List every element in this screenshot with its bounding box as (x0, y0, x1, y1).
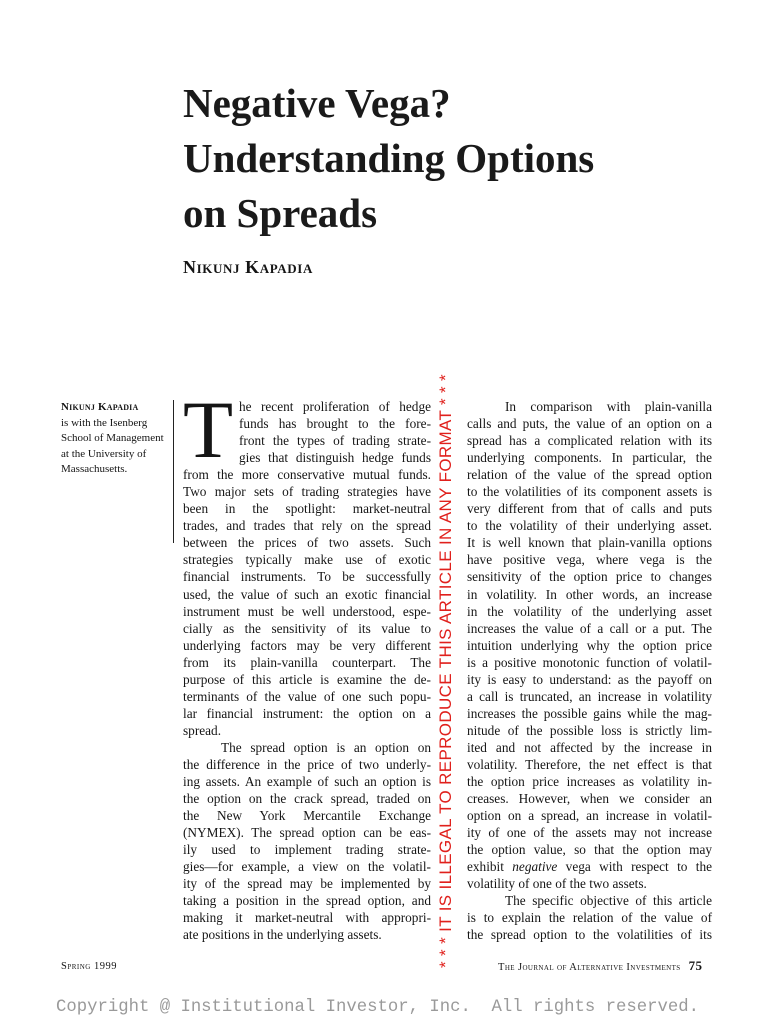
text-line: ing assets. An example of such an option is (183, 774, 431, 790)
bio-line: School of Management (61, 432, 164, 444)
text-line: he recent proliferation of hedge (239, 399, 431, 414)
bio-author-name: Nikunj Kapadia (61, 401, 139, 413)
copyright-notice: Copyright @ Institutional Investor, Inc. All rights reserved. (56, 998, 699, 1017)
text-line: a call is truncated, an increase in volatility (467, 688, 712, 704)
text-line: volatility of one of the two assets. (467, 876, 647, 892)
text-line: taking a position in the spread option, and (183, 893, 431, 909)
body-column-left (183, 398, 431, 944)
journal-footer (498, 958, 702, 974)
text-line: the spread option to the volatilities of its (467, 927, 712, 943)
text-line: gies—for example, a view on the volatil- (183, 859, 431, 875)
text-line: ity is easy to understand: as the payoff on (467, 671, 712, 687)
text-line: sensitivity of the option price to changes (467, 569, 712, 585)
text-line: used, the value of such an exotic financial (183, 586, 431, 602)
copyright-watermark: * * * IT IS ILLEGAL TO REPRODUCE THIS ARTICLE IN ANY FORMAT * * * (436, 373, 455, 968)
text-line: spread. (183, 722, 222, 738)
bio-line: Massachusetts. (61, 463, 128, 475)
text-line: the New York Mercantile Exchange (183, 808, 431, 824)
text-line: trades, and trades that rely on the spread (183, 518, 431, 534)
issue-date: Spring 1999 (61, 961, 117, 972)
body-column-right (467, 398, 712, 944)
text-line: nitude of the possible loss is strictly lim- (467, 722, 712, 738)
text-line: increases the value of a call or a put. The (467, 620, 712, 636)
text-line: underlying factors may be very different (183, 637, 431, 653)
text-line: increases the possible gains while the mag- (467, 705, 712, 721)
text-line: the option price increases as volatility in- (467, 774, 712, 790)
text-line: purpose of this article is examine the de- (183, 671, 431, 687)
text-line: terminants of the value of one such popu- (183, 688, 431, 704)
text-line: spread has a complicated relation with its (467, 433, 712, 449)
text-line: cially as the sensitivity of its value to (183, 620, 431, 636)
text-line: ity of one of the assets may not increase (467, 825, 712, 841)
text-line: ily used to implement trading strate- (183, 842, 431, 858)
text-line: gies that distinguish hedge funds (239, 450, 431, 466)
text-line: funds has brought to the fore- (239, 416, 431, 432)
emphasis: negative (512, 859, 558, 875)
text-line: front the types of trading strate- (239, 433, 431, 449)
text-line: ate positions in the underlying assets. (183, 927, 382, 943)
text-line: In comparison with plain-vanilla (505, 399, 712, 414)
text-line: financial instruments. To be successfully (183, 569, 431, 585)
text-line: lar financial instrument: the option on a (183, 705, 431, 721)
text-line: is to explain the relation of the value of (467, 910, 712, 926)
journal-name: The Journal of Alternative Investments (498, 962, 681, 973)
text-line: very different from that of calls and puts (467, 501, 712, 517)
text-line: the option value, so that the option may (467, 842, 712, 858)
author-byline: Nikunj Kapadia (183, 257, 313, 277)
text-line: instrument must be well understood, espe- (183, 603, 431, 619)
drop-cap: T (183, 384, 234, 475)
text-line: in volatility. In other words, an increase (467, 586, 712, 602)
text-line: from the more conservative mutual funds. (183, 467, 431, 483)
text-line: ited and not affected by the increase in (467, 739, 712, 755)
text-line: The specific objective of this article (505, 893, 712, 909)
text-line: creases. However, when we consider an (467, 791, 712, 807)
text-line: underlying components. In particular, the (467, 450, 712, 466)
title-line: on Spreads (183, 190, 378, 236)
text-line: strategies typically make use of exotic (183, 552, 431, 568)
text-line: between the prices of two assets. Such (183, 535, 431, 551)
text-line: been in the spotlight: market-neutral (183, 501, 431, 517)
text-line: to the volatilities of its component assets is (467, 484, 712, 500)
page-number: 75 (688, 958, 703, 973)
text-line: calls and puts, the value of an option on a (467, 416, 712, 432)
text-line: (NYMEX). The spread option can be eas- (183, 825, 431, 841)
article-title (183, 76, 683, 241)
bio-line: at the University of (61, 447, 147, 460)
text-line: exhibit negative vega with respect to the (467, 859, 712, 875)
author-bio (61, 400, 173, 478)
text-line: the option on the crack spread, traded on (183, 791, 431, 807)
bio-divider (173, 400, 174, 543)
text-line: volatility. Therefore, the net effect is that (467, 756, 712, 772)
text-line: Two major sets of trading strategies have (183, 484, 431, 500)
text-line: from its plain-vanilla counterpart. The (183, 654, 431, 670)
title-line: Understanding Options (183, 135, 595, 181)
text-line: is a positive monotonic function of volatil- (467, 654, 712, 670)
text-line: The spread option is an option on (221, 739, 431, 755)
title-line: Negative Vega? (183, 80, 451, 126)
text-line: option on a spread, an increase in volatil- (467, 808, 712, 824)
text-line: the difference in the price of two underly- (183, 756, 431, 772)
text-line: have positive vega, where vega is the (467, 552, 712, 568)
text-line: in the volatility of the underlying asset (467, 603, 712, 619)
text-line: It is well known that plain-vanilla options (467, 535, 712, 551)
text-line: relation of the value of the spread option (467, 467, 712, 483)
bio-line: is with the Isenberg (61, 416, 148, 429)
text-line: to the volatility of their underlying asset. (467, 518, 712, 534)
text-line: intuition underlying why the option price (467, 637, 712, 653)
text-line: ity of the spread may be implemented by (183, 876, 431, 892)
text-line: making it market-neutral with appropri- (183, 910, 431, 926)
